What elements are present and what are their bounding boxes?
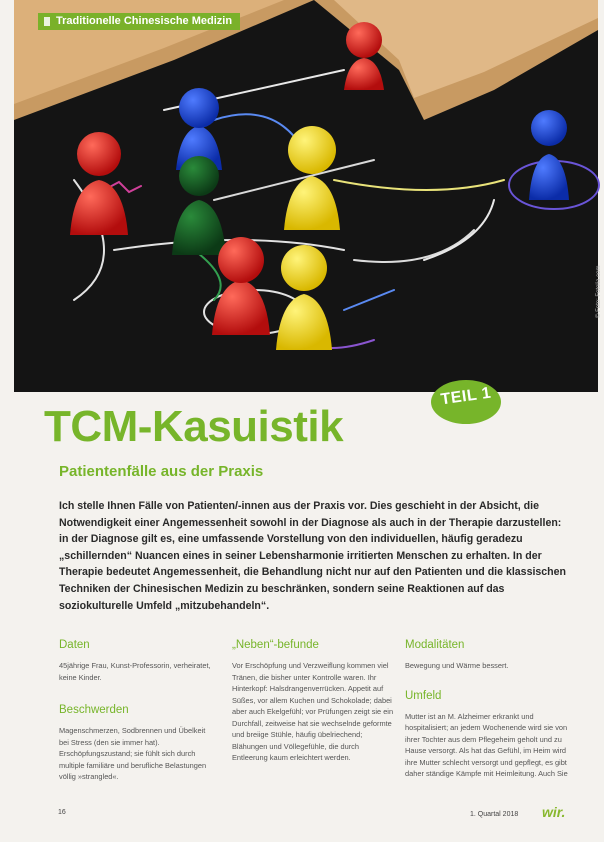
page-number: 16 bbox=[58, 809, 66, 816]
heading-nebenbefunde: „Neben“-befunde bbox=[232, 639, 319, 651]
magazine-logo: wir. bbox=[542, 804, 566, 820]
photo-illustration bbox=[14, 0, 598, 392]
column-left bbox=[59, 638, 213, 783]
text-nebenbefunde: Vor Erschöpfung und Verzweiflung kommen viel Tränen, die bisher unter Kontrolle waren. Ihr Hinterkopf: Halsdrangenverrücken. Appetit auf Süßes, vor allem Kuchen und Schokolade; dabei aber auch Ekelgefühl; vor Prüfungen zeigt sie ein Durchfall, zeitweise hat sie wechselnde geformte und breiige Stühle, häufig übelriechend; Blähungen und Völlegefühle, die durch Entleerung kaum erleichtert werden. bbox=[232, 661, 394, 762]
column-middle bbox=[232, 638, 394, 764]
heading-modalitaeten: Modalitäten bbox=[405, 639, 465, 651]
teil-badge bbox=[430, 378, 502, 426]
heading-umfeld: Umfeld bbox=[405, 689, 442, 702]
photo-credit: © Foto: Fotolia.com bbox=[596, 265, 602, 318]
text-daten: 45jährige Frau, Kunst-Professorin, verheiratet, keine Kinder. bbox=[59, 661, 211, 682]
board-game-photo bbox=[14, 0, 602, 392]
issue-label: 1. Quartal 2018 bbox=[470, 811, 519, 818]
text-modalitaeten: Bewegung und Wärme bessert. bbox=[405, 661, 509, 670]
heading-daten: Daten bbox=[59, 639, 90, 651]
column-right bbox=[405, 638, 569, 780]
badge-label: TEIL 1 bbox=[439, 384, 493, 409]
article-title: TCM-Kasuistik bbox=[44, 402, 344, 451]
lead-paragraph: Ich stelle Ihnen Fälle von Patienten/-innen aus der Praxis vor. Dies geschieht in der Absicht, die Notwendigkeit einer Angemessenheit sowohl in der Diagnose als auch in der Therapie darzustellen: in der Diagnose gilt es, eine umfassende Vorstellung von den individuellen, häufig geradezu „schillernden“ Nuancen eines in seiner Lebensharmonie irritierten Menschen zu erhalten. In der Therapie bedeutet Angemessenheit, die Behandlung nicht nur auf den Patienten und die klassischen Techniken der Chinesischen Medizin zu beschränken, sondern seine Reaktionen auf das soziokulturelle Umfeld „mitzubehandeln“. bbox=[59, 500, 567, 612]
text-umfeld: Mutter ist an M. Alzheimer erkrankt und hospitalisiert; an jedem Wochenende wird sie von ihrer Tochter aus dem Pflegeheim geholt und zu Hause versorgt. Als hat das Gefühl, im Heim wird ihre Mutter schlecht versorgt und gepflegt, es gibt daher ständige Kämpfe mit Heimleitung. Auch Sie bbox=[405, 711, 568, 778]
text-beschwerden: Magenschmerzen, Sodbrennen und Übelkeit bei Stress (den sie immer hat). Erschöpfungszustand; sie fühlt sich durch multiple familiäre und berufliche Belastungen völlig »strangled«. bbox=[59, 726, 207, 781]
section-tag: Traditionelle Chinesische Medizin bbox=[38, 13, 240, 30]
article-subtitle: Patientenfälle aus der Praxis bbox=[59, 463, 264, 480]
heading-beschwerden: Beschwerden bbox=[59, 704, 129, 716]
